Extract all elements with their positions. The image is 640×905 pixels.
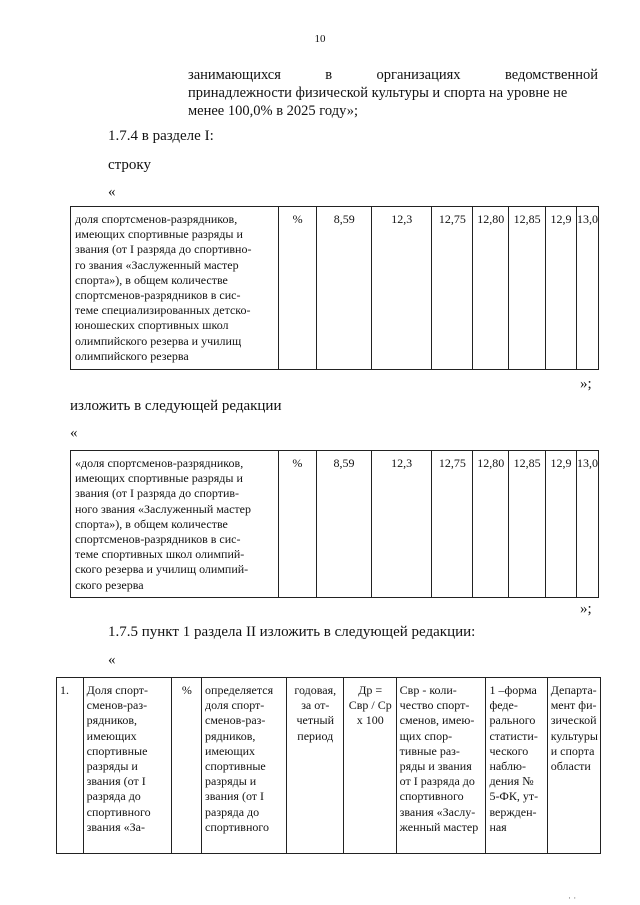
cell-line: 1 –форма — [489, 683, 537, 697]
cell-line: период — [297, 728, 334, 743]
cell-line: разряда до — [205, 804, 260, 819]
indicator-line: звания (от I разряда до спортив- — [75, 486, 240, 501]
indicator-name-cell — [83, 678, 171, 854]
indicator-line: го звания «Заслуженный мастер — [75, 257, 239, 272]
cell-line: тивные раз- — [399, 743, 460, 758]
value-cell: 12,85 — [509, 451, 546, 598]
cell-line: спортивного — [205, 819, 269, 834]
indicator-line: ского резерва и училищ олимпий- — [75, 562, 249, 577]
intro-word: в — [325, 67, 333, 83]
cell-line: имеющих — [205, 743, 255, 758]
value-cell: 12,75 — [432, 451, 473, 598]
cell-line: годовая, — [294, 683, 337, 697]
value-cell: 8,59 — [317, 451, 372, 598]
row-number-cell: 1. — [57, 678, 84, 854]
cell-line: от I разряда до — [399, 774, 475, 789]
value-cell: 12,3 — [371, 451, 432, 598]
definition-cell — [396, 678, 486, 854]
cell-line: Департа- — [550, 683, 597, 697]
indicator-line: юношеских спортивных школ — [75, 318, 229, 333]
intro-word: занимающихся — [188, 67, 281, 83]
cell-line: имеющих — [86, 728, 137, 743]
value-cell: 12,85 — [509, 207, 546, 370]
value-cell: 12,75 — [432, 207, 473, 370]
cell-line: дения № — [489, 774, 534, 789]
cell-line: мент фи- — [550, 698, 597, 713]
cell-line: разряды и — [205, 774, 257, 789]
close-quote: »; — [580, 376, 592, 392]
table-row — [71, 451, 599, 598]
cell-line: зической — [550, 713, 597, 728]
value-cell: 13,0 — [577, 451, 599, 598]
intro-word: организациях — [376, 67, 461, 83]
intro-line-3: менее 100,0% в 2025 году»; — [188, 103, 358, 119]
indicator-line: теме специализированных детско- — [75, 303, 251, 318]
value-cell: 12,3 — [371, 207, 431, 370]
responsible-cell — [547, 678, 600, 854]
unit-cell: % — [278, 451, 317, 598]
indicator-name-cell — [71, 207, 279, 370]
cell-line: рядников, — [205, 728, 256, 743]
cell-line: щих спор- — [399, 728, 453, 743]
indicator-line: «доля спортсменов-разрядников, — [75, 456, 244, 470]
unit-cell: % — [171, 678, 201, 854]
cell-line: женный мастер — [399, 819, 479, 834]
cell-line: вержден- — [489, 804, 537, 819]
method-cell — [202, 678, 287, 854]
cell-line: разряда до — [86, 789, 141, 804]
value-cell: 8,59 — [317, 207, 372, 370]
cell-line: и спорта — [550, 743, 595, 758]
intro-line-2: принадлежности физической культуры и спорта на уровне не — [188, 85, 568, 101]
page-number: 10 — [314, 33, 326, 45]
intro-line-1 — [188, 66, 598, 84]
cell-line: рального — [489, 713, 536, 728]
indicator-line: доля спортсменов-разрядников, — [75, 212, 238, 226]
open-quote: « — [70, 425, 78, 441]
cell-line: статисти- — [489, 728, 538, 743]
section-1-7-4: 1.7.4 в разделе I: — [108, 128, 214, 144]
cell-line: культуры — [550, 728, 598, 743]
cell-line: 5-ФК, ут- — [489, 789, 539, 804]
open-quote: « — [108, 184, 116, 200]
cell-line: звания «Заслу- — [399, 804, 476, 819]
value-cell: 12,9 — [546, 451, 577, 598]
table-row — [57, 678, 601, 854]
cell-line: области — [550, 759, 591, 774]
cell-line: Др = — [358, 683, 383, 697]
cell-line: сменов, имею- — [399, 713, 475, 728]
table-row — [71, 207, 599, 370]
cell-line: Свр / Ср — [348, 698, 392, 713]
indicator-line: ского резерва — [75, 577, 144, 592]
indicator-line: олимпийского резерва — [75, 348, 189, 363]
value-cell: 13,0 — [577, 207, 599, 370]
value-cell: 12,9 — [546, 207, 577, 370]
indicator-line: имеющих спортивные разряды и — [75, 471, 243, 486]
period-cell — [286, 678, 343, 854]
intro-paragraph — [188, 66, 598, 120]
section-1-7-5: 1.7.5 пункт 1 раздела II изложить в следующей редакции: — [108, 624, 476, 640]
cell-line: ческого — [489, 743, 529, 758]
cell-line: Доля спорт- — [86, 683, 149, 697]
unit-cell: % — [278, 207, 317, 370]
cell-line: спортивного — [86, 804, 151, 819]
cell-line: звания «За- — [86, 819, 145, 834]
indicator-line: спорта»), в общем количестве — [75, 516, 228, 531]
cell-line: чество спорт- — [399, 698, 470, 713]
section-2-table — [56, 677, 601, 854]
indicator-line: звания (от I разряда до спортивно- — [75, 242, 252, 257]
cell-line: звания (от I — [86, 774, 146, 789]
cell-line: сменов-раз- — [86, 698, 148, 713]
cell-line: х 100 — [356, 713, 384, 728]
cell-line: сменов-раз- — [205, 713, 266, 728]
new-edition-label: изложить в следующей редакции — [70, 398, 282, 414]
open-quote: « — [108, 652, 116, 668]
formula-cell — [343, 678, 396, 854]
indicator-line: спортсменов-разрядников в сис- — [75, 532, 241, 547]
indicator-line: спортсменов-разрядников в сис- — [75, 288, 241, 303]
intro-word: ведомственной — [504, 67, 598, 83]
cell-line: Свр - коли- — [399, 683, 457, 697]
value-cell: 12,80 — [473, 207, 509, 370]
cell-line: спортивные — [205, 759, 266, 774]
indicator-line: спорта»), в общем количестве — [75, 272, 228, 287]
cell-line: рядников, — [86, 713, 138, 728]
footer-mark: · · — [568, 893, 577, 903]
cell-line: за от- — [301, 698, 330, 713]
indicator-line: теме спортивных школ олимпий- — [75, 547, 245, 562]
cell-line: разряды и — [86, 759, 138, 774]
cell-line: звания (от I — [205, 789, 265, 804]
cell-line: спортивные — [86, 743, 148, 758]
value-cell: 12,80 — [473, 451, 509, 598]
new-indicator-table — [70, 450, 599, 598]
old-indicator-table — [70, 206, 599, 370]
cell-line: спортивного — [399, 789, 464, 804]
cell-line: определяется — [205, 683, 274, 697]
cell-line: наблю- — [489, 759, 526, 774]
indicator-line: олимпийского резерва и училищ — [75, 333, 242, 348]
cell-line: феде- — [489, 698, 518, 713]
cell-line: четный — [296, 713, 335, 728]
indicator-name-cell — [71, 451, 279, 598]
cell-line: ряды и звания — [399, 759, 472, 774]
close-quote: »; — [580, 601, 592, 617]
source-cell — [486, 678, 547, 854]
cell-line: доля спорт- — [205, 698, 265, 713]
stroku-label: строку — [108, 157, 151, 173]
indicator-line: имеющих спортивные разряды и — [75, 227, 243, 242]
cell-line: ная — [489, 819, 507, 834]
indicator-line: ного звания «Заслуженный мастер — [75, 501, 251, 516]
